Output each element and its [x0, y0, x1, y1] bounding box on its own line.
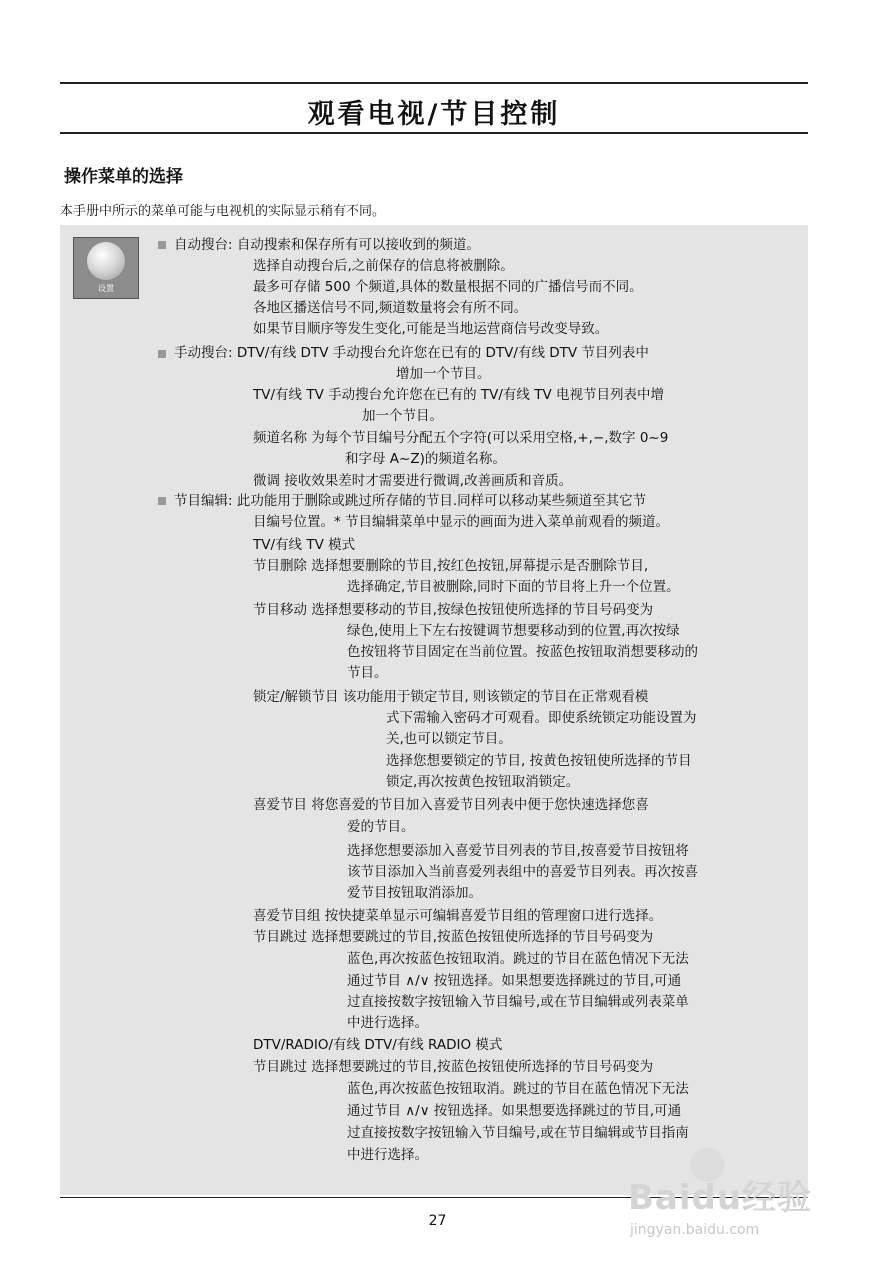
body-line: 爱的节目。	[347, 819, 415, 835]
body-line: 式下需输入密码才可观看。即使系统锁定功能设置为	[386, 710, 697, 726]
watermark-url: jingyan.baidu.com	[630, 1222, 760, 1238]
body-line: 关,也可以锁定节目。	[386, 731, 512, 747]
body-line: TV/有线 TV 模式	[253, 537, 356, 553]
body-line: 选择自动搜台后,之前保存的信息将被删除。	[253, 258, 514, 274]
body-line: 选择确定,节目被删除,同时下面的节目将上升一个位置。	[347, 579, 680, 595]
bullet-auto-search	[158, 241, 166, 249]
body-line: 选择您想要添加入喜爱节目列表的节目,按喜爱节目按钮将	[347, 843, 689, 859]
body-line: 节目跳过 选择想要跳过的节目,按蓝色按钮使所选择的节目号码变为	[253, 929, 654, 945]
body-line: 目编号位置。* 节目编辑菜单中显示的画面为进入菜单前观看的频道。	[253, 514, 670, 530]
bullet-manual-search	[158, 350, 166, 358]
body-line: 锁定,再次按黄色按钮取消锁定。	[386, 774, 580, 790]
body-line: 各地区播送信号不同,频道数量将会有所不同。	[253, 300, 528, 316]
body-line: 色按钮将节目固定在当前位置。按蓝色按钮取消想要移动的	[347, 644, 698, 660]
body-line: 微调 接收效果差时才需要进行微调,改善画质和音质。	[253, 473, 573, 489]
body-line: 和字母 A~Z)的频道名称。	[345, 451, 506, 467]
settings-menu-icon	[73, 237, 139, 299]
body-line: 如果节目顺序等发生变化,可能是当地运营商信号改变导致。	[253, 321, 609, 337]
page-title: 观看电视/节目控制	[307, 99, 561, 130]
body-line: 中进行选择。	[347, 1147, 428, 1163]
body-line: 选择您想要锁定的节目, 按黄色按钮使所选择的节目	[386, 753, 692, 769]
body-line: 绿色,使用上下左右按键调节想要移动到的位置,再次按绿	[347, 623, 680, 639]
icon-caption: 设置	[98, 284, 114, 293]
body-line: 过直接按数字按钮输入节目编号,或在节目编辑或列表菜单	[347, 994, 689, 1010]
bullet-program-edit	[158, 497, 166, 505]
title-underline	[60, 132, 808, 134]
page-number: 27	[428, 1213, 447, 1229]
body-line: 增加一个节目。	[396, 366, 491, 382]
body-line: 过直接按数字按钮输入节目编号,或在节目编辑或节目指南	[347, 1125, 689, 1141]
body-line: 喜爱节目组 按快捷菜单显示可编辑喜爱节目组的管理窗口进行选择。	[253, 908, 663, 924]
body-line: TV/有线 TV 手动搜台允许您在已有的 TV/有线 TV 电视节目列表中增	[253, 387, 664, 403]
body-line: 通过节目 ∧/∨ 按钮选择。如果想要选择跳过的节目,可通	[347, 973, 682, 989]
body-line: 自动搜台: 自动搜索和保存所有可以接收到的频道。	[174, 237, 480, 253]
intro-text: 本手册中所示的菜单可能与电视机的实际显示稍有不同。	[60, 204, 386, 219]
body-line: 通过节目 ∧/∨ 按钮选择。如果想要选择跳过的节目,可通	[347, 1103, 682, 1119]
body-line: 蓝色,再次按蓝色按钮取消。跳过的节目在蓝色情况下无法	[347, 1081, 689, 1097]
body-line: 频道名称 为每个节目编号分配五个字符(可以采用空格,+,−,数字 0~9	[253, 430, 669, 446]
body-line: 加一个节目。	[362, 408, 443, 424]
section-heading: 操作菜单的选择	[64, 167, 183, 187]
body-line: 节目。	[347, 665, 388, 681]
body-line: 该节目添加入当前喜爱列表组中的喜爱节目列表。再次按喜	[347, 864, 698, 880]
body-line: DTV/RADIO/有线 DTV/有线 RADIO 模式	[253, 1037, 503, 1053]
body-line: 手动搜台: DTV/有线 DTV 手动搜台允许您在已有的 DTV/有线 DTV 节目列表中	[174, 345, 649, 361]
body-line: 锁定/解锁节目 该功能用于锁定节目, 则该锁定的节目在正常观看模	[253, 689, 649, 705]
body-line: 蓝色,再次按蓝色按钮取消。跳过的节目在蓝色情况下无法	[347, 951, 689, 967]
body-line: 节目删除 选择想要删除的节目,按红色按钮,屏幕提示是否删除节目,	[253, 558, 649, 574]
body-line: 爱节目按钮取消添加。	[347, 885, 482, 901]
body-line: 喜爱节目 将您喜爱的节目加入喜爱节目列表中便于您快速选择您喜	[253, 797, 649, 813]
watermark-logo: Baidu经验	[628, 1178, 813, 1218]
body-line: 节目编辑: 此功能用于删除或跳过所存储的节目.同样可以移动某些频道至其它节	[174, 493, 647, 509]
satellite-dish-icon	[87, 242, 125, 280]
top-rule	[60, 82, 808, 84]
body-line: 节目移动 选择想要移动的节目,按绿色按钮使所选择的节目号码变为	[253, 602, 654, 618]
body-line: 节目跳过 选择想要跳过的节目,按蓝色按钮使所选择的节目号码变为	[253, 1059, 654, 1075]
body-line: 最多可存储 500 个频道,具体的数量根据不同的广播信号而不同。	[253, 279, 643, 295]
body-line: 中进行选择。	[347, 1015, 428, 1031]
